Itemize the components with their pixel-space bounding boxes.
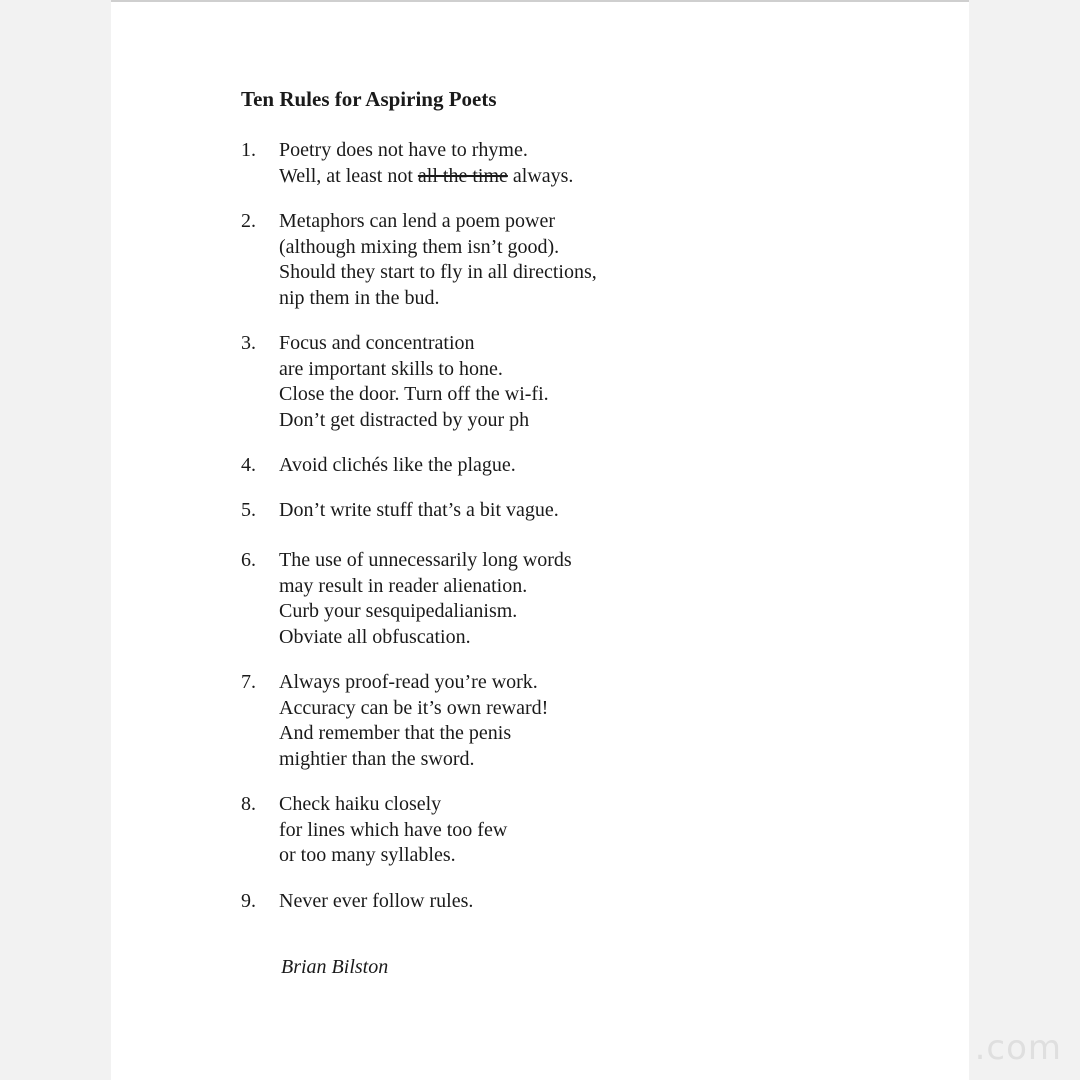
rule-line: Accuracy can be it’s own reward! (279, 696, 549, 719)
rule-line: Metaphors can lend a poem power (279, 210, 556, 232)
rule-4 (241, 453, 597, 479)
rule-line-end: always. (507, 164, 574, 187)
rule-lines (279, 331, 549, 433)
rule-5 (241, 498, 597, 524)
rule-8 (241, 792, 597, 869)
rule-line: Check haiku closely (279, 793, 442, 815)
rule-number: 2. (241, 210, 256, 232)
rule-number: 8. (241, 793, 256, 815)
rule-line: Close the door. Turn off the wi-fi. (279, 383, 549, 405)
poem-title: Ten Rules for Aspiring Poets (241, 87, 497, 111)
rule-1 (241, 138, 597, 189)
rule-lines (279, 498, 559, 524)
rule-line (279, 164, 573, 190)
poem-content (241, 86, 597, 980)
rule-line: Always proof-read you’re work. (279, 671, 538, 693)
rule-number: 3. (241, 332, 256, 354)
rule-9 (241, 889, 597, 915)
rule-line: Should they start to fly in all directions, (279, 261, 597, 283)
rule-line: may result in reader alienation. (279, 574, 528, 597)
rule-7 (241, 670, 597, 772)
rule-number: 7. (241, 671, 256, 693)
rule-line: are important skills to hone. (279, 357, 503, 380)
rule-number: 6. (241, 549, 256, 571)
rule-lines (279, 453, 516, 479)
rule-line: The use of unnecessarily long words (279, 549, 572, 571)
rule-line: (although mixing them isn’t good). (279, 235, 560, 258)
rule-lines (279, 209, 597, 311)
rule-lines (279, 889, 473, 915)
rule-line: Avoid clichés like the plague. (279, 454, 516, 476)
rule-line: mightier than the sword. (279, 747, 475, 770)
struck-text: all the time (417, 164, 508, 187)
rule-number: 1. (241, 139, 256, 161)
rule-3 (241, 331, 597, 433)
rule-lines (279, 138, 573, 189)
rule-line: Poetry does not have to rhyme. (279, 139, 528, 161)
rule-line: nip them in the bud. (279, 286, 440, 309)
rule-line: or too many syllables. (279, 844, 456, 866)
rule-line-start: Well, at least not (279, 164, 418, 187)
watermark-text: .com (974, 1028, 1062, 1068)
rule-6 (241, 548, 597, 650)
rule-lines (279, 670, 548, 772)
rule-line: Curb your sesquipedalianism. (279, 600, 518, 622)
rule-line: Focus and concentration (279, 332, 475, 354)
document-page (111, 0, 969, 1080)
rule-line: Don’t get distracted by your ph (279, 408, 530, 431)
rule-line: Don’t write stuff that’s a bit vague. (279, 498, 559, 521)
author-signature: Brian Bilston (281, 956, 389, 978)
rule-lines (279, 792, 507, 869)
rule-lines (279, 548, 572, 650)
rule-line: for lines which have too few (279, 818, 508, 841)
rule-line: And remember that the penis (279, 722, 512, 744)
rule-number: 4. (241, 454, 256, 476)
rule-line: Obviate all obfuscation. (279, 625, 471, 648)
rule-2 (241, 209, 597, 311)
rule-line: Never ever follow rules. (279, 889, 474, 912)
rule-number: 5. (241, 498, 256, 521)
rule-number: 9. (241, 889, 256, 912)
